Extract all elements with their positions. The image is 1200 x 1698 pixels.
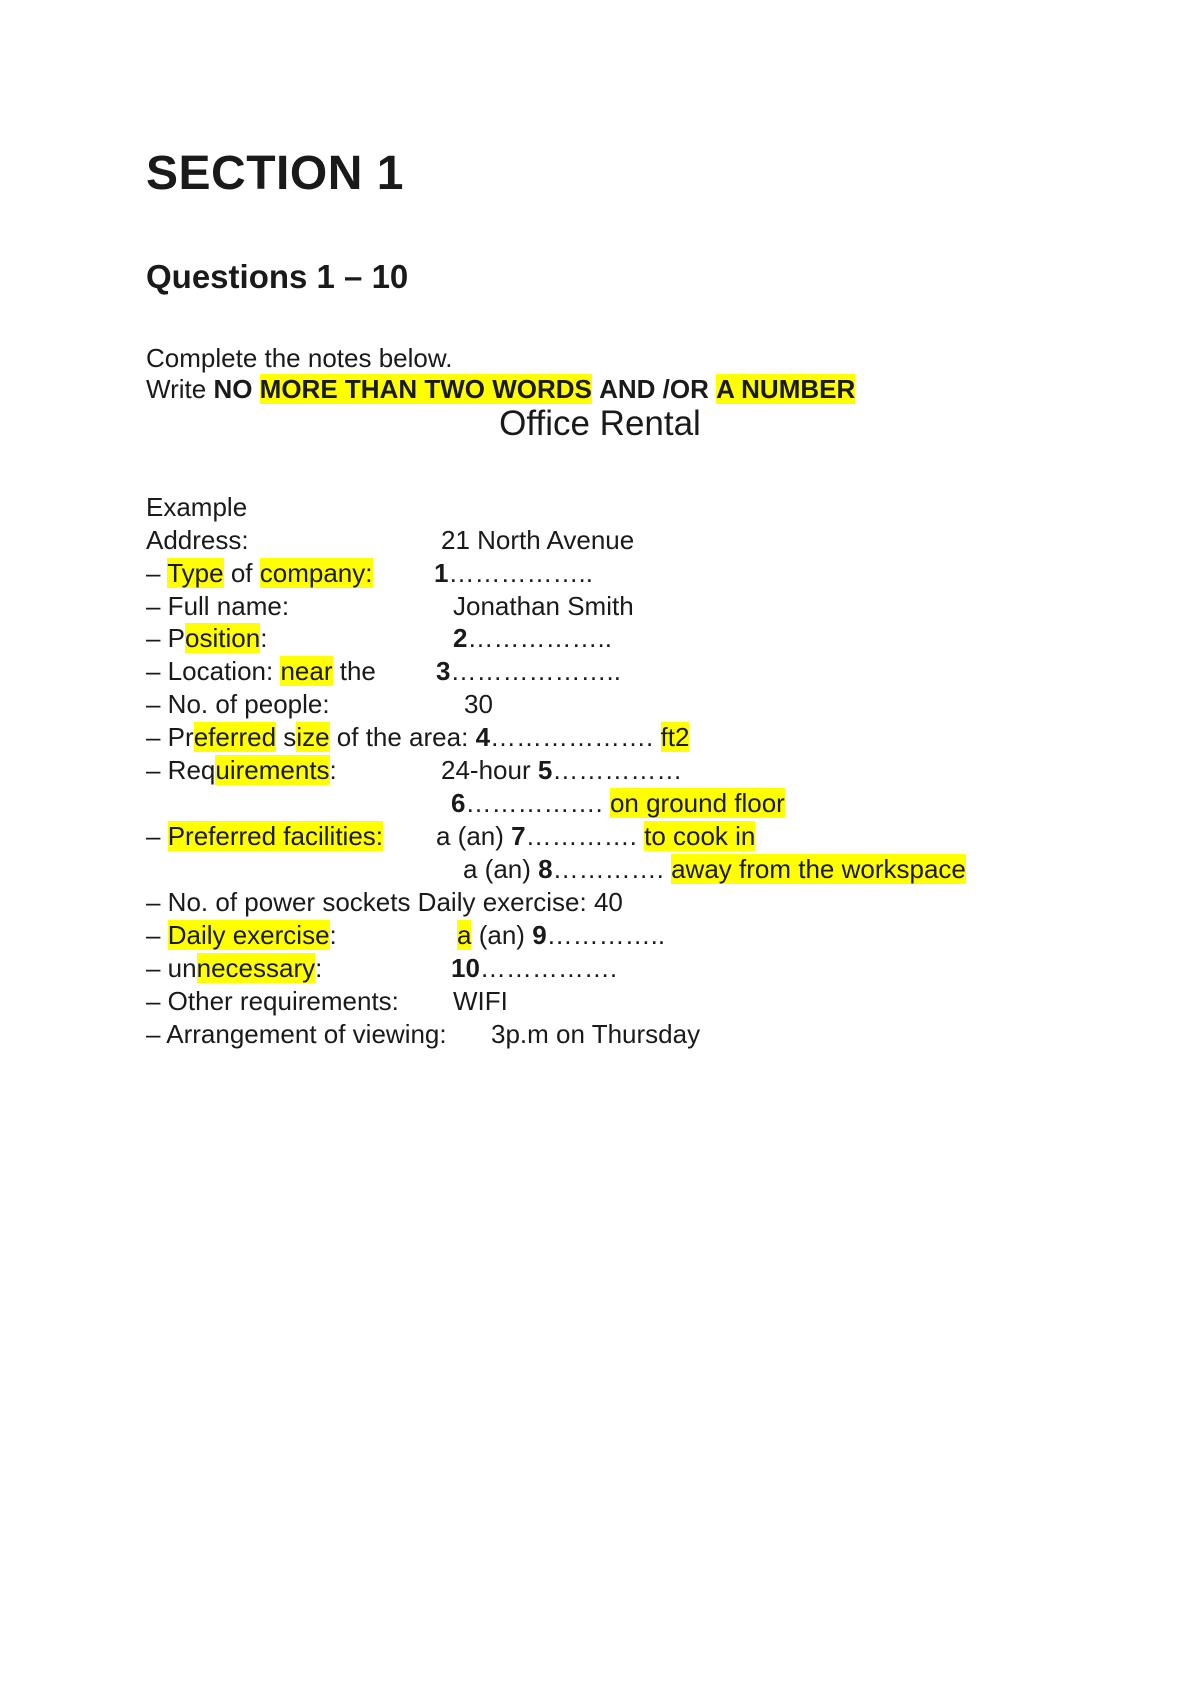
address-value: 21 North Avenue [441, 525, 635, 555]
answer-3-blank [436, 656, 621, 686]
text: : [329, 920, 337, 950]
location-row [146, 656, 376, 686]
text: a (an) [436, 821, 504, 851]
answer-dots: …………… [552, 755, 683, 785]
preferred-facilities-row [146, 821, 383, 851]
answer-dots: ……………. [479, 953, 618, 983]
answer-dots: ……………. [465, 788, 603, 818]
the-text: the [339, 656, 376, 686]
preferred-size-row [146, 722, 689, 752]
question-number-6: 6 [451, 788, 466, 818]
daily-exercise-row [146, 920, 337, 950]
instruction-line-2 [146, 374, 855, 405]
on-ground-floor-note: on ground floor [609, 788, 785, 818]
address-label: Address: [146, 525, 249, 555]
answer-6-blank [451, 788, 785, 818]
text: – un [146, 953, 197, 983]
question-number-5: 5 [537, 755, 553, 785]
question-number-2: 2 [453, 623, 468, 653]
other-requirements-value: WIFI [453, 986, 508, 1016]
arrangement-of-viewing-value: 3p.m on Thursday [491, 1019, 701, 1049]
question-number-4: 4 [475, 722, 491, 752]
address-row [146, 525, 249, 555]
form-title: Office Rental [499, 404, 701, 443]
of-label: of [230, 558, 253, 588]
position-highlight: osition [185, 623, 261, 653]
answer-8-blank [463, 854, 966, 884]
answer-9-blank [457, 920, 665, 950]
text: 24-hour [441, 755, 531, 785]
no-text: NO [213, 374, 253, 404]
question-number-8: 8 [538, 854, 553, 884]
full-name-value: Jonathan Smith [453, 591, 634, 621]
answer-1-blank [434, 558, 593, 588]
position-row [146, 623, 267, 653]
position-prefix: – P [146, 623, 186, 653]
a-highlight: a [457, 920, 472, 950]
question-number-3: 3 [436, 656, 451, 686]
text: : [315, 953, 323, 983]
position-colon: : [260, 623, 268, 653]
away-from-workspace-note: away from the workspace [671, 854, 966, 884]
answer-dots: …………….. [448, 558, 593, 588]
location-label: – Location: [146, 656, 274, 686]
questions-heading: Questions 1 – 10 [146, 258, 409, 295]
answer-7-blank [436, 821, 755, 851]
answer-dots: ………………. [490, 722, 654, 752]
company-label: company: [259, 558, 373, 588]
more-than-two-words-text: MORE THAN TWO WORDS [259, 374, 592, 404]
and-or-text: AND /OR [599, 374, 709, 404]
a-number-text: A NUMBER [716, 374, 856, 404]
eferred-highlight: eferred [193, 722, 277, 752]
unnecessary-row [146, 953, 322, 983]
question-number-1: 1 [434, 558, 449, 588]
example-label: Example [146, 492, 248, 522]
answer-dots: …………. [525, 821, 637, 851]
ize-highlight: ize [296, 722, 330, 752]
no-of-people-value: 30 [464, 689, 493, 719]
near-highlight: near [280, 656, 333, 686]
daily-exercise-label: Daily exercise [167, 920, 330, 950]
text: – Pr [146, 722, 194, 752]
arrangement-of-viewing-label: – Arrangement of viewing: [146, 1019, 447, 1049]
answer-10-blank [451, 953, 617, 983]
requirements-row [146, 755, 337, 785]
unit-ft2: ft2 [660, 722, 690, 752]
type-of-company-row [146, 558, 373, 588]
section-title: SECTION 1 [146, 147, 404, 200]
answer-dots: ……………….. [450, 656, 621, 686]
necessary-highlight: necessary [196, 953, 316, 983]
preferred-facilities-label: Preferred facilities: [167, 821, 384, 851]
text: – Req [146, 755, 216, 785]
question-number-7: 7 [511, 821, 526, 851]
dash: – [146, 558, 161, 588]
text: of the area: [329, 722, 469, 752]
text: (an) [478, 920, 525, 950]
text: s [276, 722, 297, 752]
instruction-line-1: Complete the notes below. [146, 343, 453, 373]
answer-dots: …………….. [467, 623, 612, 653]
power-sockets-label: – No. of power sockets Daily exercise: 40 [146, 887, 623, 917]
dash: – [146, 821, 161, 851]
full-name-label: – Full name: [146, 591, 290, 621]
type-label: Type [167, 558, 224, 588]
answer-5-blank [441, 755, 682, 785]
answer-dots: …………. [552, 854, 664, 884]
uirements-highlight: uirements [215, 755, 330, 785]
text: : [329, 755, 337, 785]
write-text: Write [146, 374, 207, 404]
answer-dots: ………….. [546, 920, 666, 950]
text: a (an) [463, 854, 531, 884]
other-requirements-label: – Other requirements: [146, 986, 399, 1016]
to-cook-in-note: to cook in [644, 821, 756, 851]
dash: – [146, 920, 161, 950]
no-of-people-label: – No. of people: [146, 689, 330, 719]
question-number-10: 10 [451, 953, 480, 983]
answer-2-blank [453, 623, 612, 653]
question-number-9: 9 [532, 920, 547, 950]
